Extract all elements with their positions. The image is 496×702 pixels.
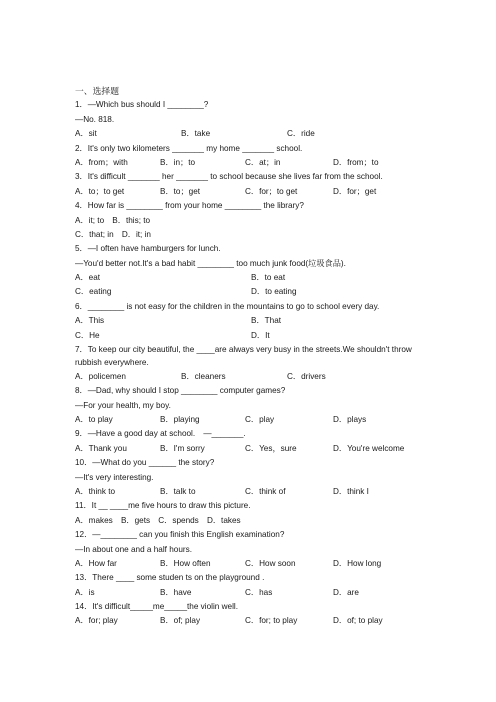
question-stem: 1．—Which bus should I ________? [75,100,209,110]
options-row [75,485,420,499]
question-stem: 3．It's difficult _______ her _______ to school because she lives far from the school. [75,172,383,182]
question-extra: —In about one and a half hours. [75,544,192,554]
question-stem: 7．To keep our city beautiful, the ____are always very busy in the streets.We shouldn't throw rubbish everywhere. [75,345,412,368]
option-d: D．for；get [333,186,377,196]
option-c: C．play [245,415,275,425]
option-c: C．for; to play [245,616,298,626]
question-stem: 9．—Have a good day at school. —_______. [75,429,246,439]
question-stem: 8．—Dad, why should I stop ________ computer games? [75,386,286,396]
option-a: A．How far [75,558,117,568]
options-row [75,586,420,600]
option-a: A．think to [75,486,116,496]
options-row [75,557,420,571]
option-b: B．of; play [160,616,201,626]
options-row: C．that; in D．it; in [75,229,151,239]
option-c: C．He [75,330,100,340]
options-row [75,156,420,170]
option-d: D．from；to [333,157,379,167]
option-a: A．eat [75,273,101,283]
option-b: B．How often [160,558,211,568]
question-stem: 2．It's only two kilometers _______ my home _______ school. [75,143,303,153]
question-stem: 5．—I often have hamburgers for lunch. [75,244,221,254]
option-a: A．from；with [75,157,128,167]
option-b: B．take [181,129,211,139]
option-b: B．That [251,316,282,326]
section-title: 一、选择题 [75,86,119,96]
option-c: C．drivers [287,371,326,381]
question-stem: 11．It __ ____me five hours to draw this picture. [75,501,251,511]
option-b: B．to eat [251,273,286,283]
question-stem: 6．________ is not easy for the children in the mountains to go to school every day. [75,301,380,311]
options-row [75,127,420,141]
option-d: D．plays [333,415,367,425]
option-a: A．to；to get [75,186,125,196]
options-row [75,314,420,328]
question-extra: —You'd better not.It's a bad habit ________ too much junk food(垃圾食品). [75,258,346,268]
option-a: A．Thank you [75,443,127,453]
options-row [75,442,420,456]
option-d: D．It [251,330,270,340]
option-a: A．is [75,587,95,597]
options-row [75,413,420,427]
option-b: B．to；get [160,186,201,196]
option-d: D．of; to play [333,616,383,626]
question-stem: 12．—________ can you finish this English examination? [75,530,285,540]
option-b: B．I'm sorry [160,443,205,453]
options-row [75,614,420,628]
option-d: D．How long [333,558,382,568]
option-d: D．to eating [251,287,297,297]
options-row [75,285,420,299]
option-c: C．for；to get [245,186,298,196]
options-row: A．it; to B．this; to [75,215,151,225]
option-b: B．talk to [160,486,196,496]
question-stem: 14．It's difficult_____me_____the violin well. [75,602,238,612]
option-a: A．sit [75,129,97,139]
options-row [75,329,420,343]
question-extra: —For your health, my boy. [75,400,171,410]
option-b: B．playing [160,415,200,425]
options-row [75,271,420,285]
option-c: C．think of [245,486,286,496]
option-a: A．to play [75,415,113,425]
option-b: B．in；to [160,157,196,167]
question-stem: 10．—What do you ______ the story? [75,458,215,468]
option-c: C．ride [287,129,315,139]
option-c: C．How soon [245,558,296,568]
question-extra: —It's very interesting. [75,472,154,482]
options-row [75,185,420,199]
option-d: D．are [333,587,359,597]
question-stem: 13．There ____ some studen ts on the playground . [75,573,265,583]
question-list [75,84,420,629]
options-row [75,370,420,384]
options-row: A．makes B．gets C．spends D．takes [75,515,241,525]
option-a: A．policemen [75,371,126,381]
option-c: C．at；in [245,157,281,167]
option-c: C．has [245,587,273,597]
option-d: D．You're welcome [333,443,405,453]
option-c: C．Yes，sure [245,443,297,453]
option-d: D．think I [333,486,369,496]
option-c: C．eating [75,287,112,297]
option-b: B．have [160,587,192,597]
option-a: A．for; play [75,616,118,626]
option-b: B．cleaners [181,371,226,381]
question-stem: 4．How far is ________ from your home ________ the library? [75,201,304,211]
question-extra: —No. 818. [75,114,115,124]
option-a: A．This [75,316,105,326]
